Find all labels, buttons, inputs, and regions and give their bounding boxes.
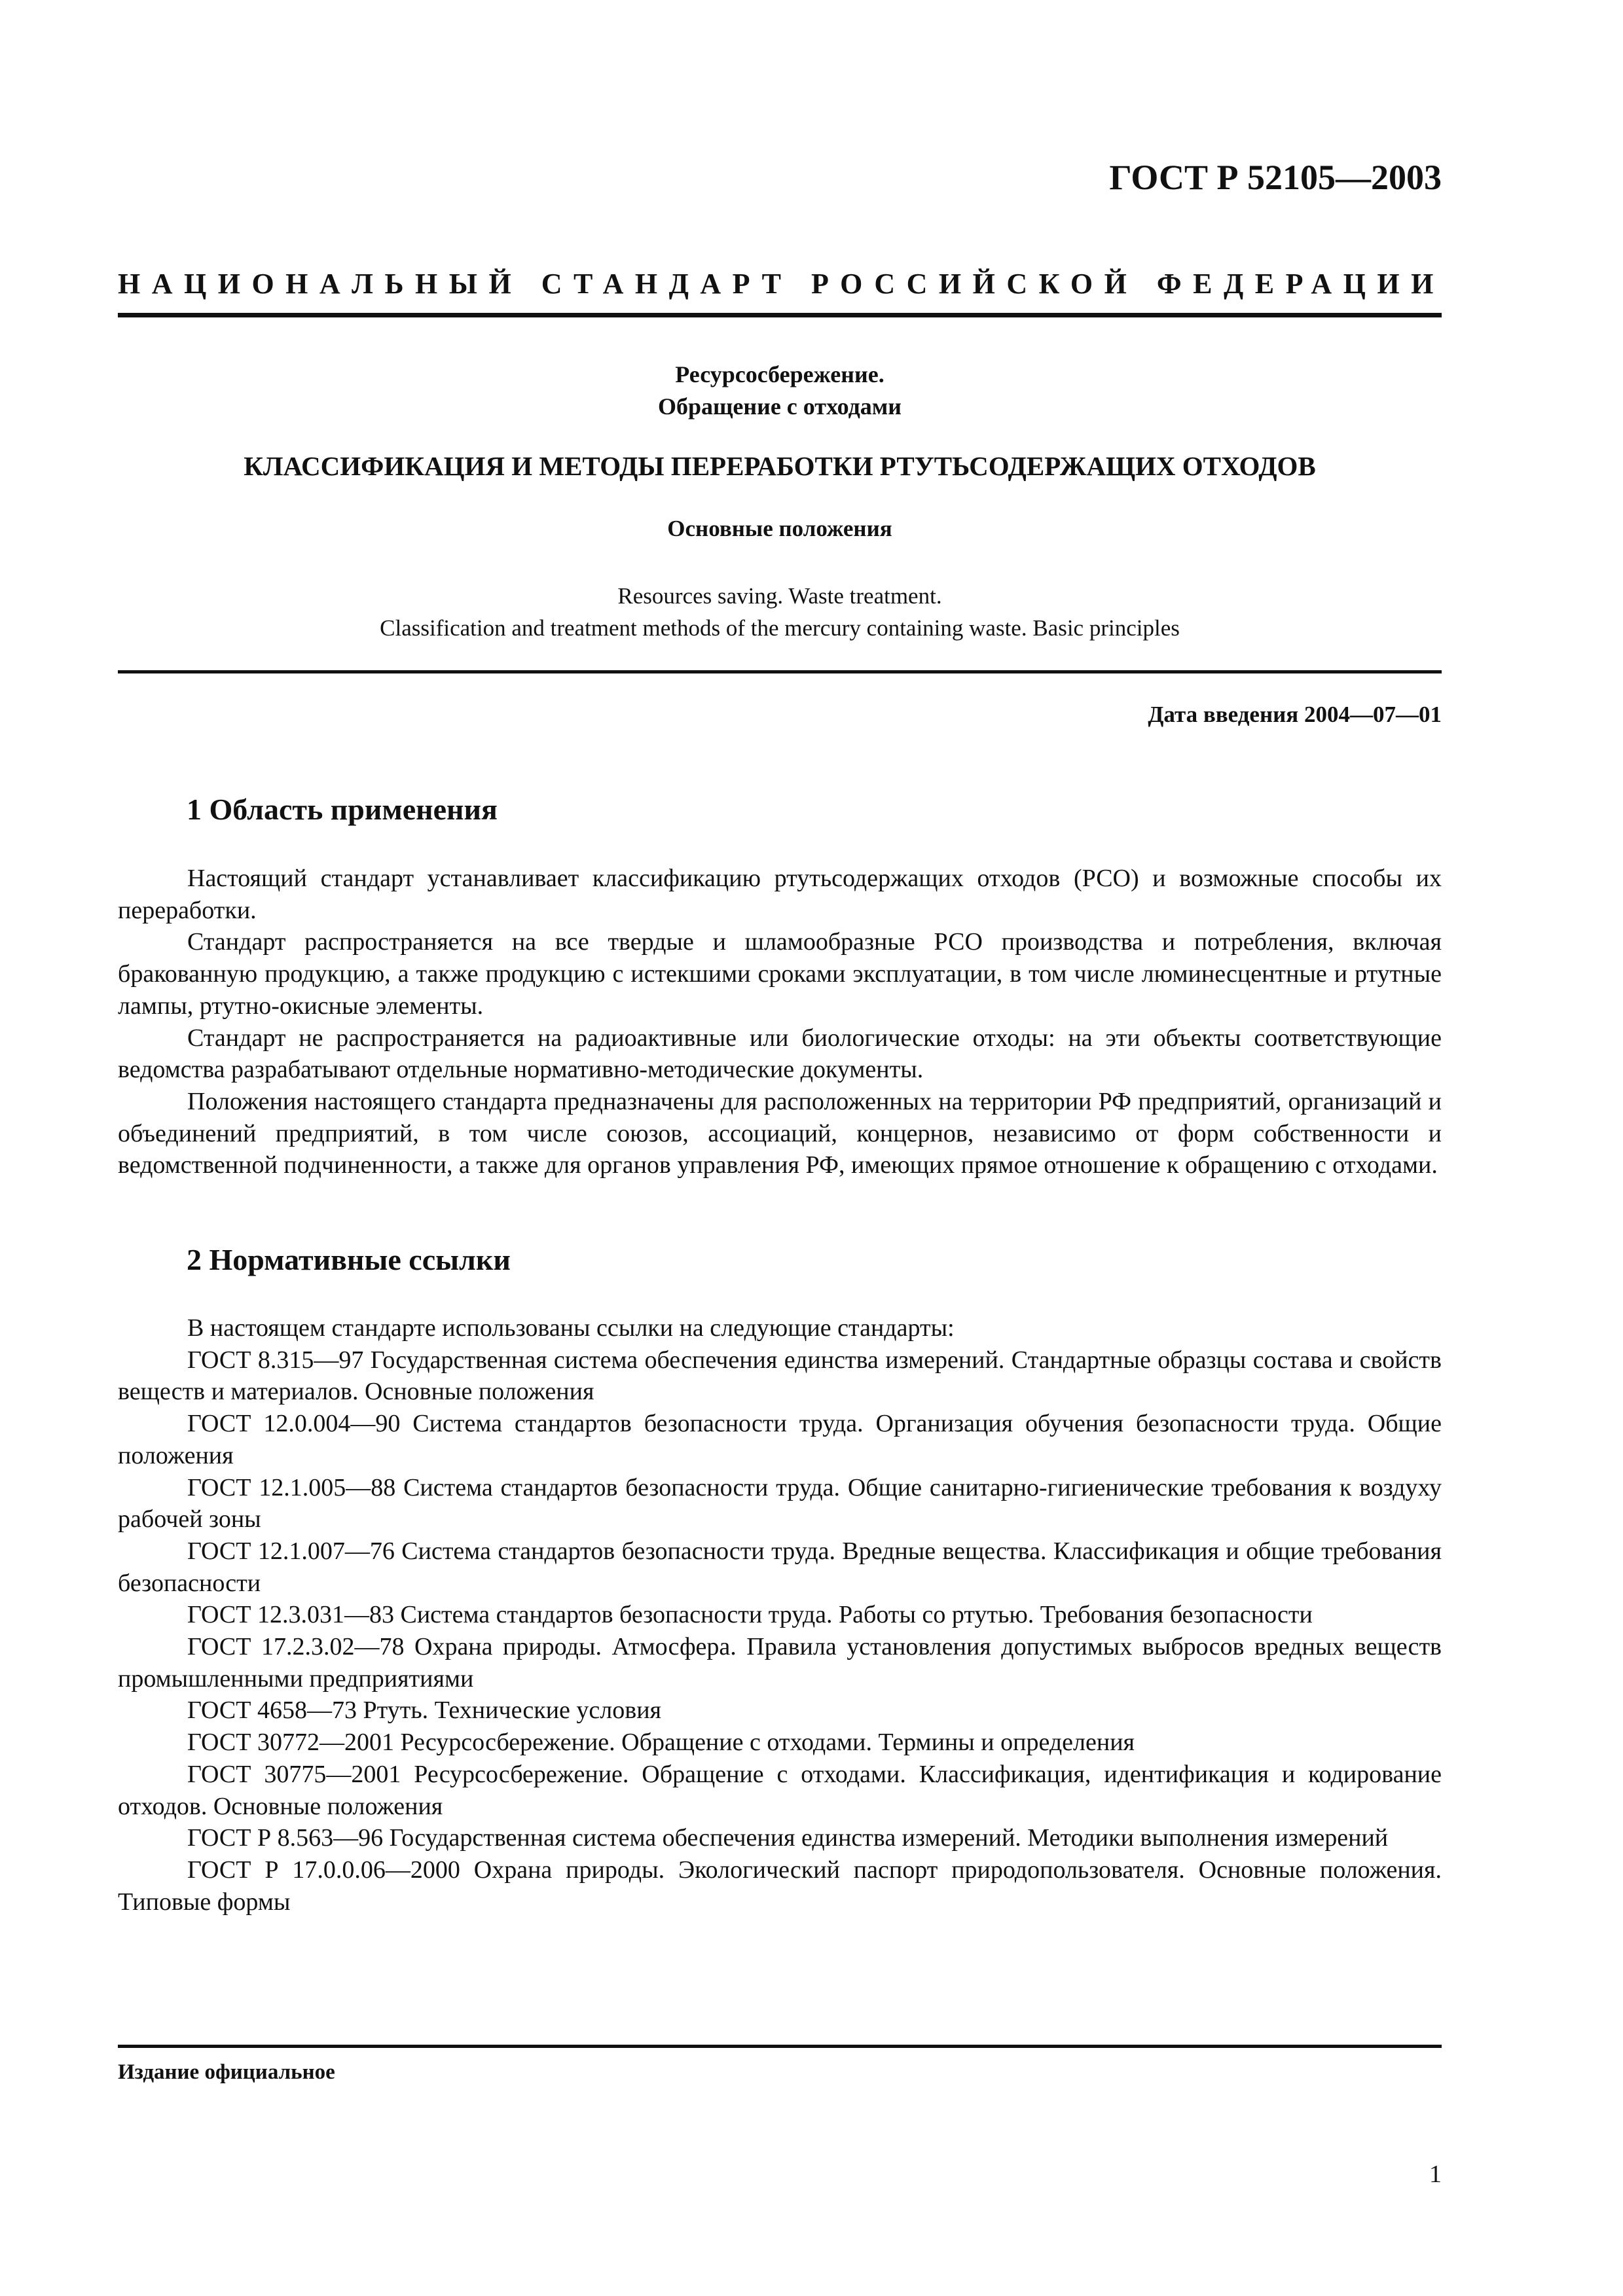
document-subtitle: Основные положения (667, 516, 892, 541)
subject-heading (118, 359, 1442, 423)
references-intro: В настоящем стандарте использованы ссылки на следующие стандарты: (187, 1314, 955, 1342)
section-2-body (118, 1312, 1442, 1918)
section-1-heading: 1 Область применения (187, 793, 498, 826)
national-standard-banner: НАЦИОНАЛЬНЫЙ СТАНДАРТ РОССИЙСКОЙ ФЕДЕРАЦИИ (118, 268, 1445, 300)
paragraph: Стандарт не распространяется на радиоактивные или биологические отходы: на эти объекты соответствующие ведомства разрабатывают отдельные нормативно-методические документы. (118, 1024, 1442, 1084)
english-title (118, 580, 1442, 644)
english-title-line-1: Resources saving. Waste treatment. (617, 583, 942, 609)
footer-divider (118, 2045, 1442, 2048)
reference-item: ГОСТ 17.2.3.02—78 Охрана природы. Атмосфера. Правила установления допустимых выбросов вредных веществ промышленными предприятиями (118, 1633, 1442, 1693)
reference-item: ГОСТ 30775—2001 Ресурсосбережение. Обращение с отходами. Классификация, идентификация и кодирование отходов. Основные положения (118, 1760, 1442, 1820)
subject-line-2: Обращение с отходами (657, 393, 902, 420)
edition-label: Издание официальное (118, 2060, 335, 2084)
reference-item: ГОСТ 12.3.031—83 Система стандартов безопасности труда. Работы со ртутью. Требования безопасности (187, 1601, 1313, 1629)
reference-item: ГОСТ 4658—73 Ртуть. Технические условия (187, 1696, 662, 1725)
reference-item: ГОСТ Р 8.563—96 Государственная система обеспечения единства измерений. Методики выполнения измерений (187, 1824, 1389, 1852)
subject-line-1: Ресурсосбережение. (675, 361, 884, 387)
document-code: ГОСТ Р 52105—2003 (1109, 158, 1442, 197)
page-number: 1 (1429, 2161, 1442, 2188)
introduction-date: Дата введения 2004—07—01 (1148, 702, 1442, 727)
section-2-heading: 2 Нормативные ссылки (187, 1243, 511, 1276)
paragraph: Настоящий стандарт устанавливает классификацию ртутьсодержащих отходов (РСО) и возможные способы их переработки. (118, 865, 1442, 924)
section-1-body (118, 863, 1442, 1181)
reference-item: ГОСТ 30772—2001 Ресурсосбережение. Обращение с отходами. Термины и определения (187, 1729, 1135, 1757)
paragraph: Положения настоящего стандарта предназначены для расположенных на территории РФ предприятий, организаций и объединений предприятий, в том числе союзов, ассоциаций, концернов, независимо от форм собственности и ведомственной подчиненности, а также для органов управления РФ, имеющих прямое отношение к обращению с отходами. (118, 1087, 1442, 1179)
reference-item: ГОСТ 12.0.004—90 Система стандартов безопасности труда. Организация обучения безопасности труда. Общие положения (118, 1410, 1442, 1469)
header-divider (118, 313, 1442, 317)
document-title: КЛАССИФИКАЦИЯ И МЕТОДЫ ПЕРЕРАБОТКИ РТУТЬСОДЕРЖАЩИХ ОТХОДОВ (244, 451, 1316, 481)
reference-item: ГОСТ Р 17.0.0.06—2000 Охрана природы. Экологический паспорт природопользователя. Основные положения. Типовые формы (118, 1856, 1442, 1916)
reference-item: ГОСТ 8.315—97 Государственная система обеспечения единства измерений. Стандартные образцы состава и свойств веществ и материалов. Основные положения (118, 1346, 1442, 1406)
title-divider (118, 670, 1442, 673)
reference-item: ГОСТ 12.1.007—76 Система стандартов безопасности труда. Вредные вещества. Классификация и общие требования безопасности (118, 1537, 1442, 1597)
reference-item: ГОСТ 12.1.005—88 Система стандартов безопасности труда. Общие санитарно-гигиенические требования к воздуху рабочей зоны (118, 1473, 1442, 1534)
english-title-line-2: Classification and treatment methods of the mercury containing waste. Basic principles (380, 615, 1180, 641)
paragraph: Стандарт распространяется на все твердые и шламообразные РСО производства и потребления, включая бракованную продукцию, а также продукцию с истекшими сроками эксплуатации, в том числе люминесцентные и ртутные лампы, ртутно-окисные элементы. (118, 928, 1442, 1020)
